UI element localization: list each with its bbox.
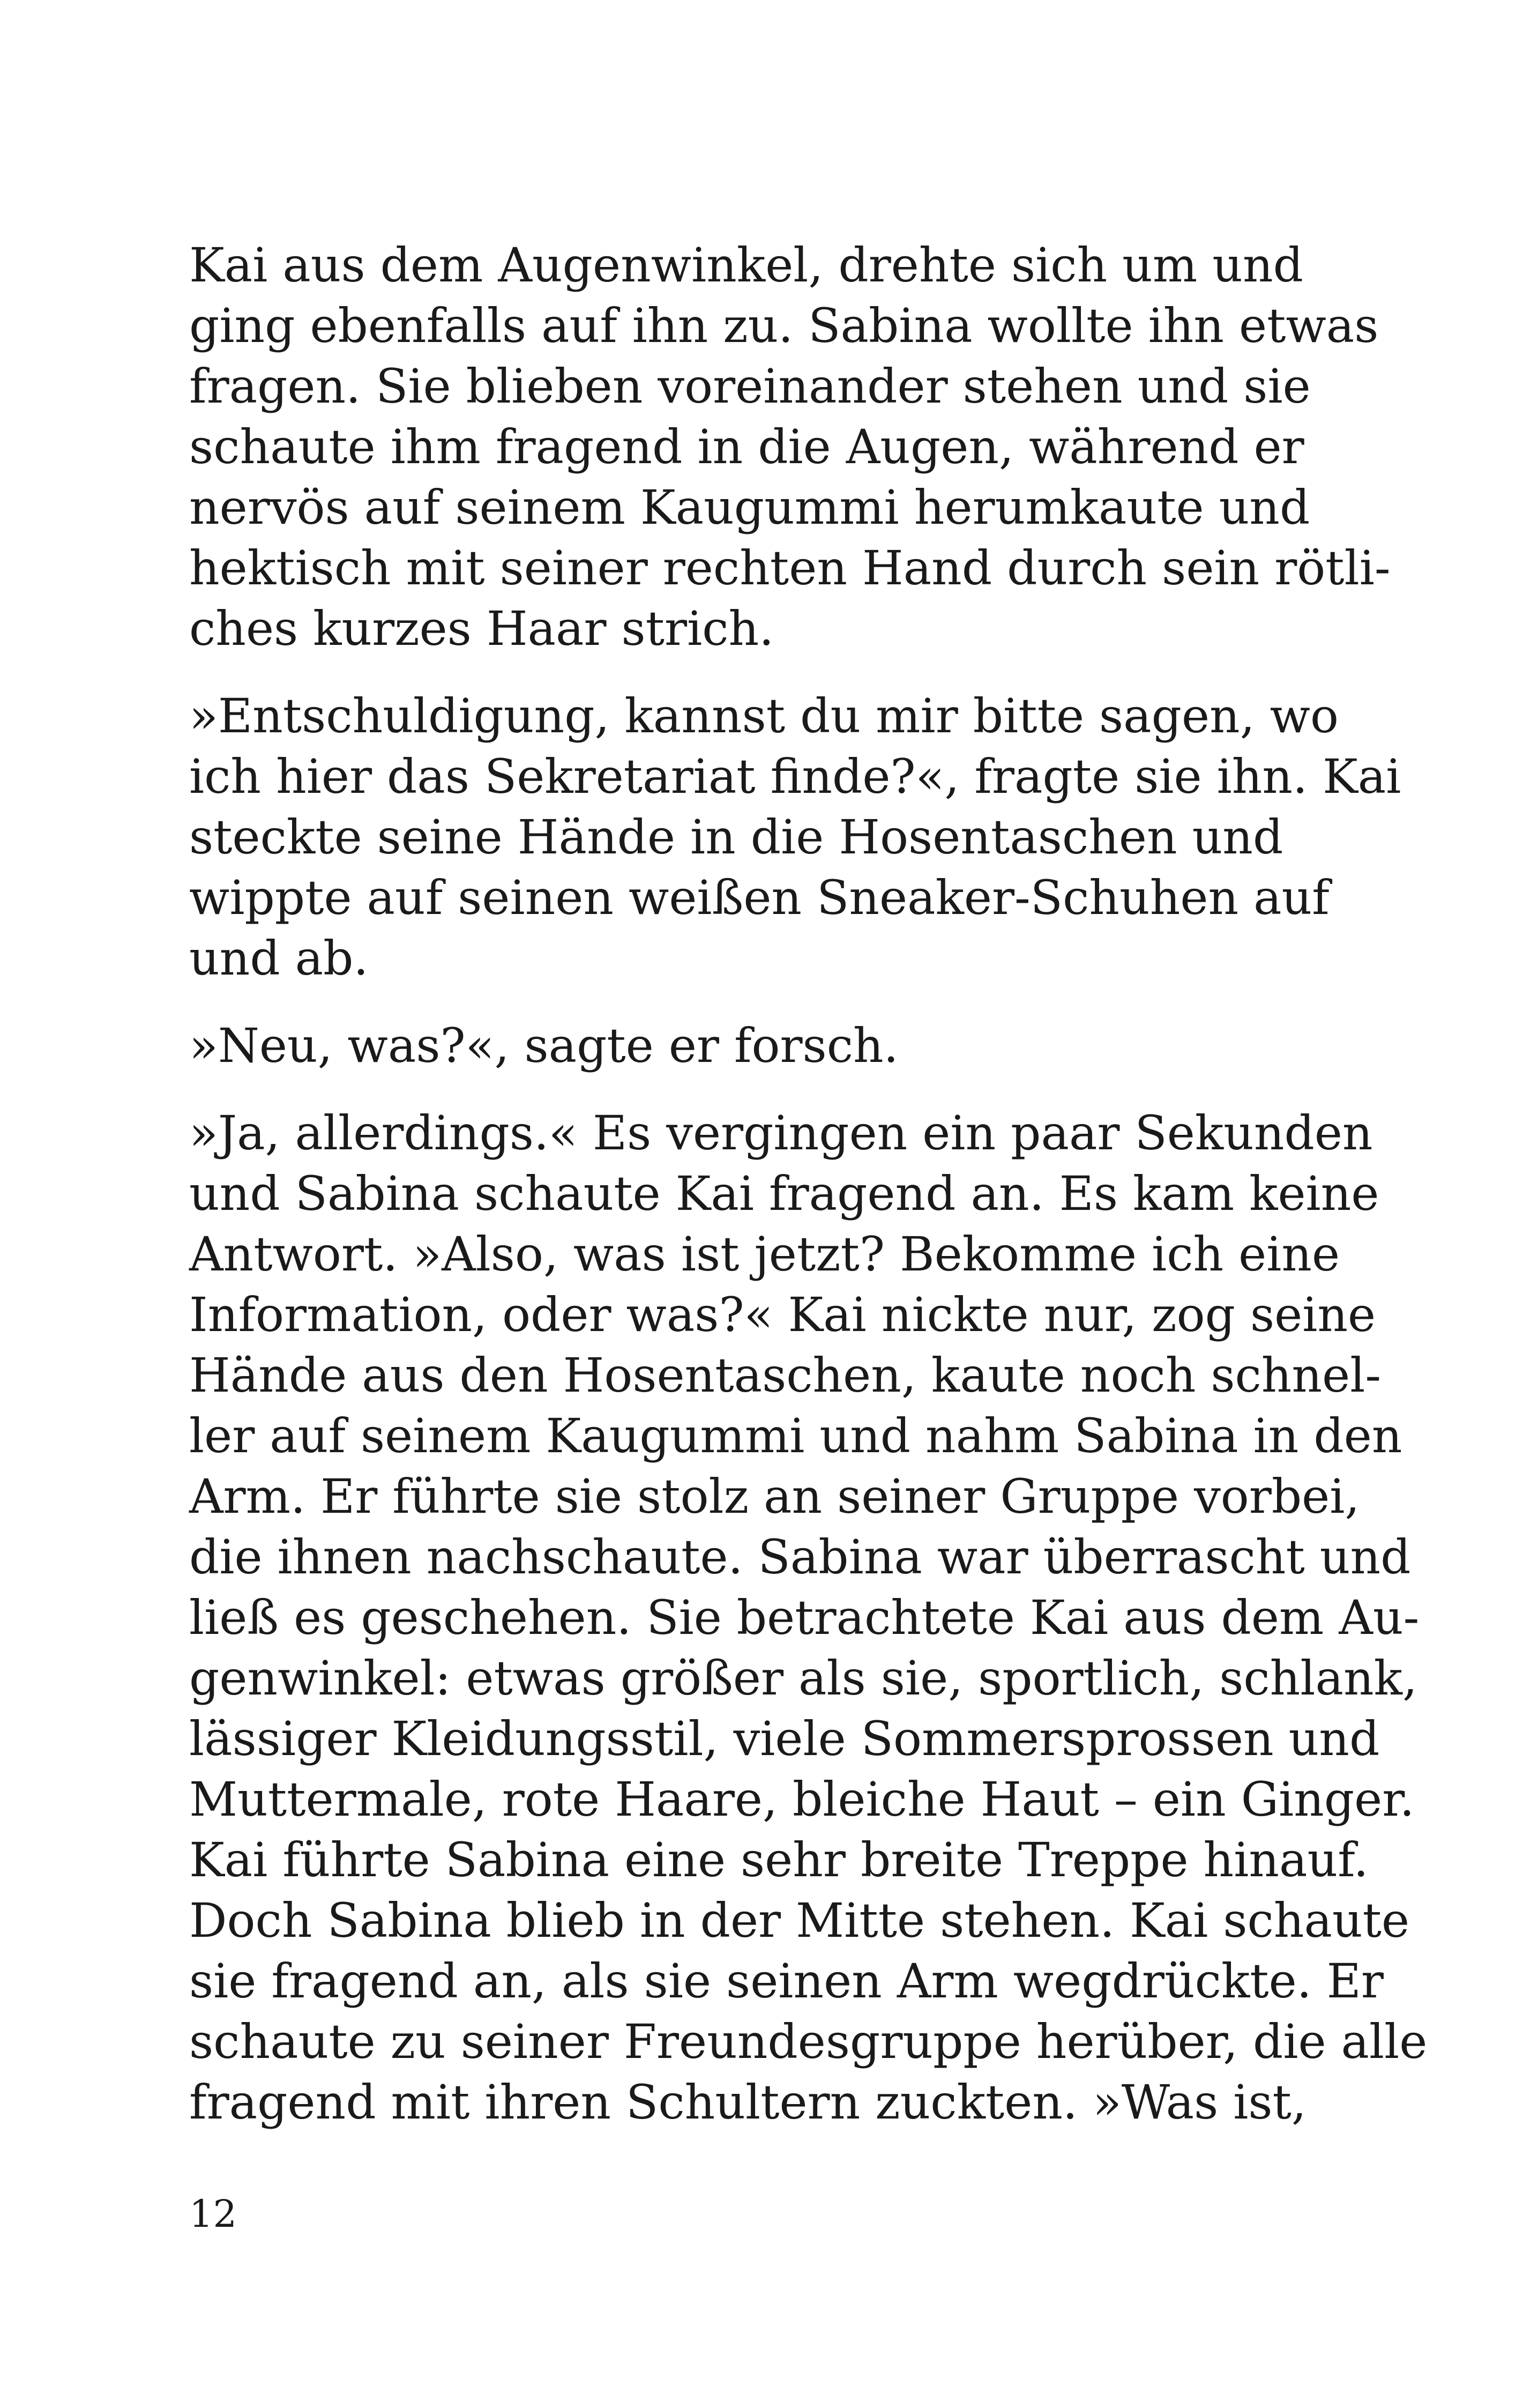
text-line: genwinkel: etwas größer als sie, sportlich, schlank, [189, 1651, 1417, 1706]
body-text [189, 235, 1428, 2132]
paragraph-gap [189, 989, 1331, 1015]
text-line: »Neu, was?«, sagte er forsch. [189, 1018, 899, 1073]
text-line: ließ es geschehen. Sie betrachtete Kai aus dem Au- [189, 1590, 1420, 1645]
text-line: schaute ihm fragend in die Augen, während er [189, 419, 1304, 474]
text-line: ich hier das Sekretariat finde?«, fragte sie ihn. Kai [189, 749, 1401, 804]
text-line: und Sabina schaute Kai fragend an. Es kam keine [189, 1166, 1379, 1221]
text-line: Doch Sabina blieb in der Mitte stehen. Kai schaute [189, 1893, 1410, 1948]
text-line: fragen. Sie blieben voreinander stehen und sie [189, 359, 1311, 414]
text-line: fragend mit ihren Schultern zuckten. »Was ist, [189, 2075, 1307, 2130]
text-line: »Entschuldigung, kannst du mir bitte sagen, wo [189, 688, 1339, 744]
text-line: »Ja, allerdings.« Es vergingen ein paar Sekunden [189, 1105, 1373, 1161]
text-line: schaute zu seiner Freundesgruppe herüber, die alle [189, 2014, 1428, 2069]
text-line: nervös auf seinem Kaugummi herumkaute und [189, 480, 1310, 535]
text-line: ler auf seinem Kaugummi und nahm Sabina in den [189, 1408, 1402, 1463]
text-line: Information, oder was?« Kai nickte nur, zog seine [189, 1287, 1376, 1342]
paragraph [189, 1015, 1331, 1076]
text-line: Hände aus den Hosentaschen, kaute noch schnel- [189, 1348, 1382, 1403]
text-line: ches kurzes Haar strich. [189, 601, 774, 656]
page-number: 12 [189, 2192, 237, 2236]
text-line: ging ebenfalls auf ihn zu. Sabina wollte ihn etwas [189, 298, 1379, 353]
text-line: steckte seine Hände in die Hosentaschen und [189, 809, 1283, 865]
paragraph-gap [189, 659, 1331, 686]
paragraph [189, 235, 1391, 659]
text-line: wippte auf seinen weißen Sneaker-Schuhen auf [189, 870, 1330, 925]
text-line: Antwort. »Also, was ist jetzt? Bekomme ich eine [189, 1227, 1340, 1282]
text-line: hektisch mit seiner rechten Hand durch sein rötli- [189, 540, 1391, 596]
text-line: Kai führte Sabina eine sehr breite Treppe hinauf. [189, 1832, 1369, 1887]
paragraph [189, 1103, 1428, 2132]
text-line: sie fragend an, als sie seinen Arm wegdrückte. Er [189, 1953, 1384, 2009]
text-line: die ihnen nachschaute. Sabina war überrascht und [189, 1529, 1411, 1585]
paragraph-gap [189, 1076, 1331, 1103]
text-line: Muttermale, rote Haare, bleiche Haut – ein Ginger. [189, 1772, 1415, 1827]
text-line: Arm. Er führte sie stolz an seiner Gruppe vorbei, [189, 1469, 1360, 1524]
paragraph [189, 686, 1401, 989]
text-line: und ab. [189, 931, 369, 986]
text-line: lässiger Kleidungsstil, viele Sommersprossen und [189, 1711, 1380, 1766]
text-line: Kai aus dem Augenwinkel, drehte sich um und [189, 237, 1303, 293]
